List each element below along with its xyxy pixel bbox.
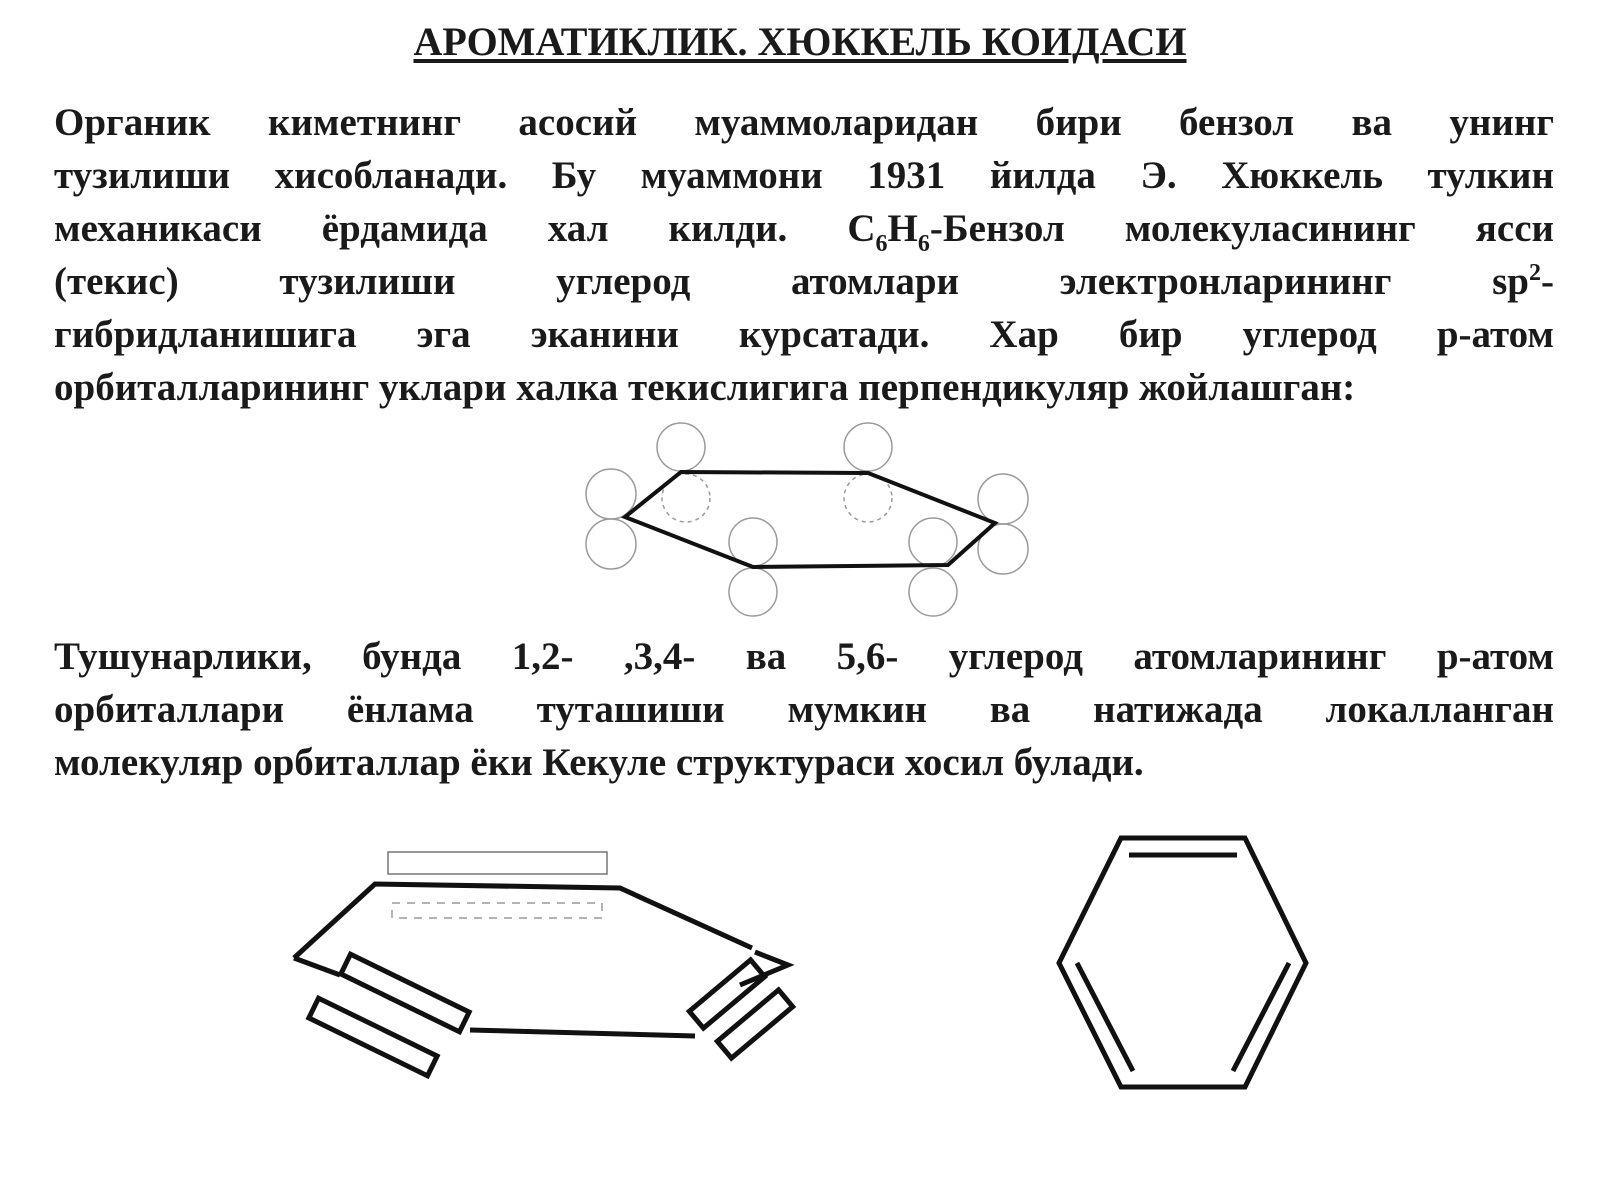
paragraph-kekule-line-3: молекуляр орбиталлар ёки Кекуле структураси хосил булади. bbox=[54, 741, 1144, 784]
formula-subscript-c: 6 bbox=[875, 231, 888, 257]
paragraph-intro-line-5: гибридланишига эга эканини курсатади. Хар бир углерод р-атом bbox=[54, 313, 1554, 356]
line4-text-a: (текис) тузилиши углерод атомлари электронларининг sp bbox=[54, 260, 1529, 303]
line4-text-b: - bbox=[1541, 260, 1554, 303]
sp2-superscript: 2 bbox=[1529, 260, 1541, 286]
line3-text-b: H bbox=[887, 207, 918, 250]
page-title: АРОМАТИКЛИК. ХЮККЕЛЬ КОИДАСИ bbox=[413, 19, 1187, 64]
paragraph-intro-line-2: тузилиши хисобланади. Бу муаммони 1931 йилда Э. Хюккель тулкин bbox=[54, 154, 1554, 197]
line3-text-c: -Бензол молекуласининг ясси bbox=[929, 207, 1554, 250]
kekule-hexagon bbox=[1059, 838, 1306, 1087]
paragraph-intro-line-6: орбиталларининг уклари халка текислигига перпендикуляр жойлашган: bbox=[54, 366, 1356, 409]
line3-text-a: механикаси ёрдамида хал килди. C bbox=[54, 207, 876, 250]
paragraph-kekule-line-2: орбиталлари ёнлама туташиши мумкин ва натижада локалланган bbox=[54, 688, 1554, 731]
formula-subscript-h: 6 bbox=[917, 231, 930, 257]
paragraph-intro-line-1: Органик киметнинг асосий муаммоларидан бири бензол ва унинг bbox=[54, 101, 1554, 144]
paragraph-kekule-line-1: Тушунарлики, бунда 1,2- ,3,4- ва 5,6- углерод атомларининг р-атом bbox=[54, 635, 1554, 678]
